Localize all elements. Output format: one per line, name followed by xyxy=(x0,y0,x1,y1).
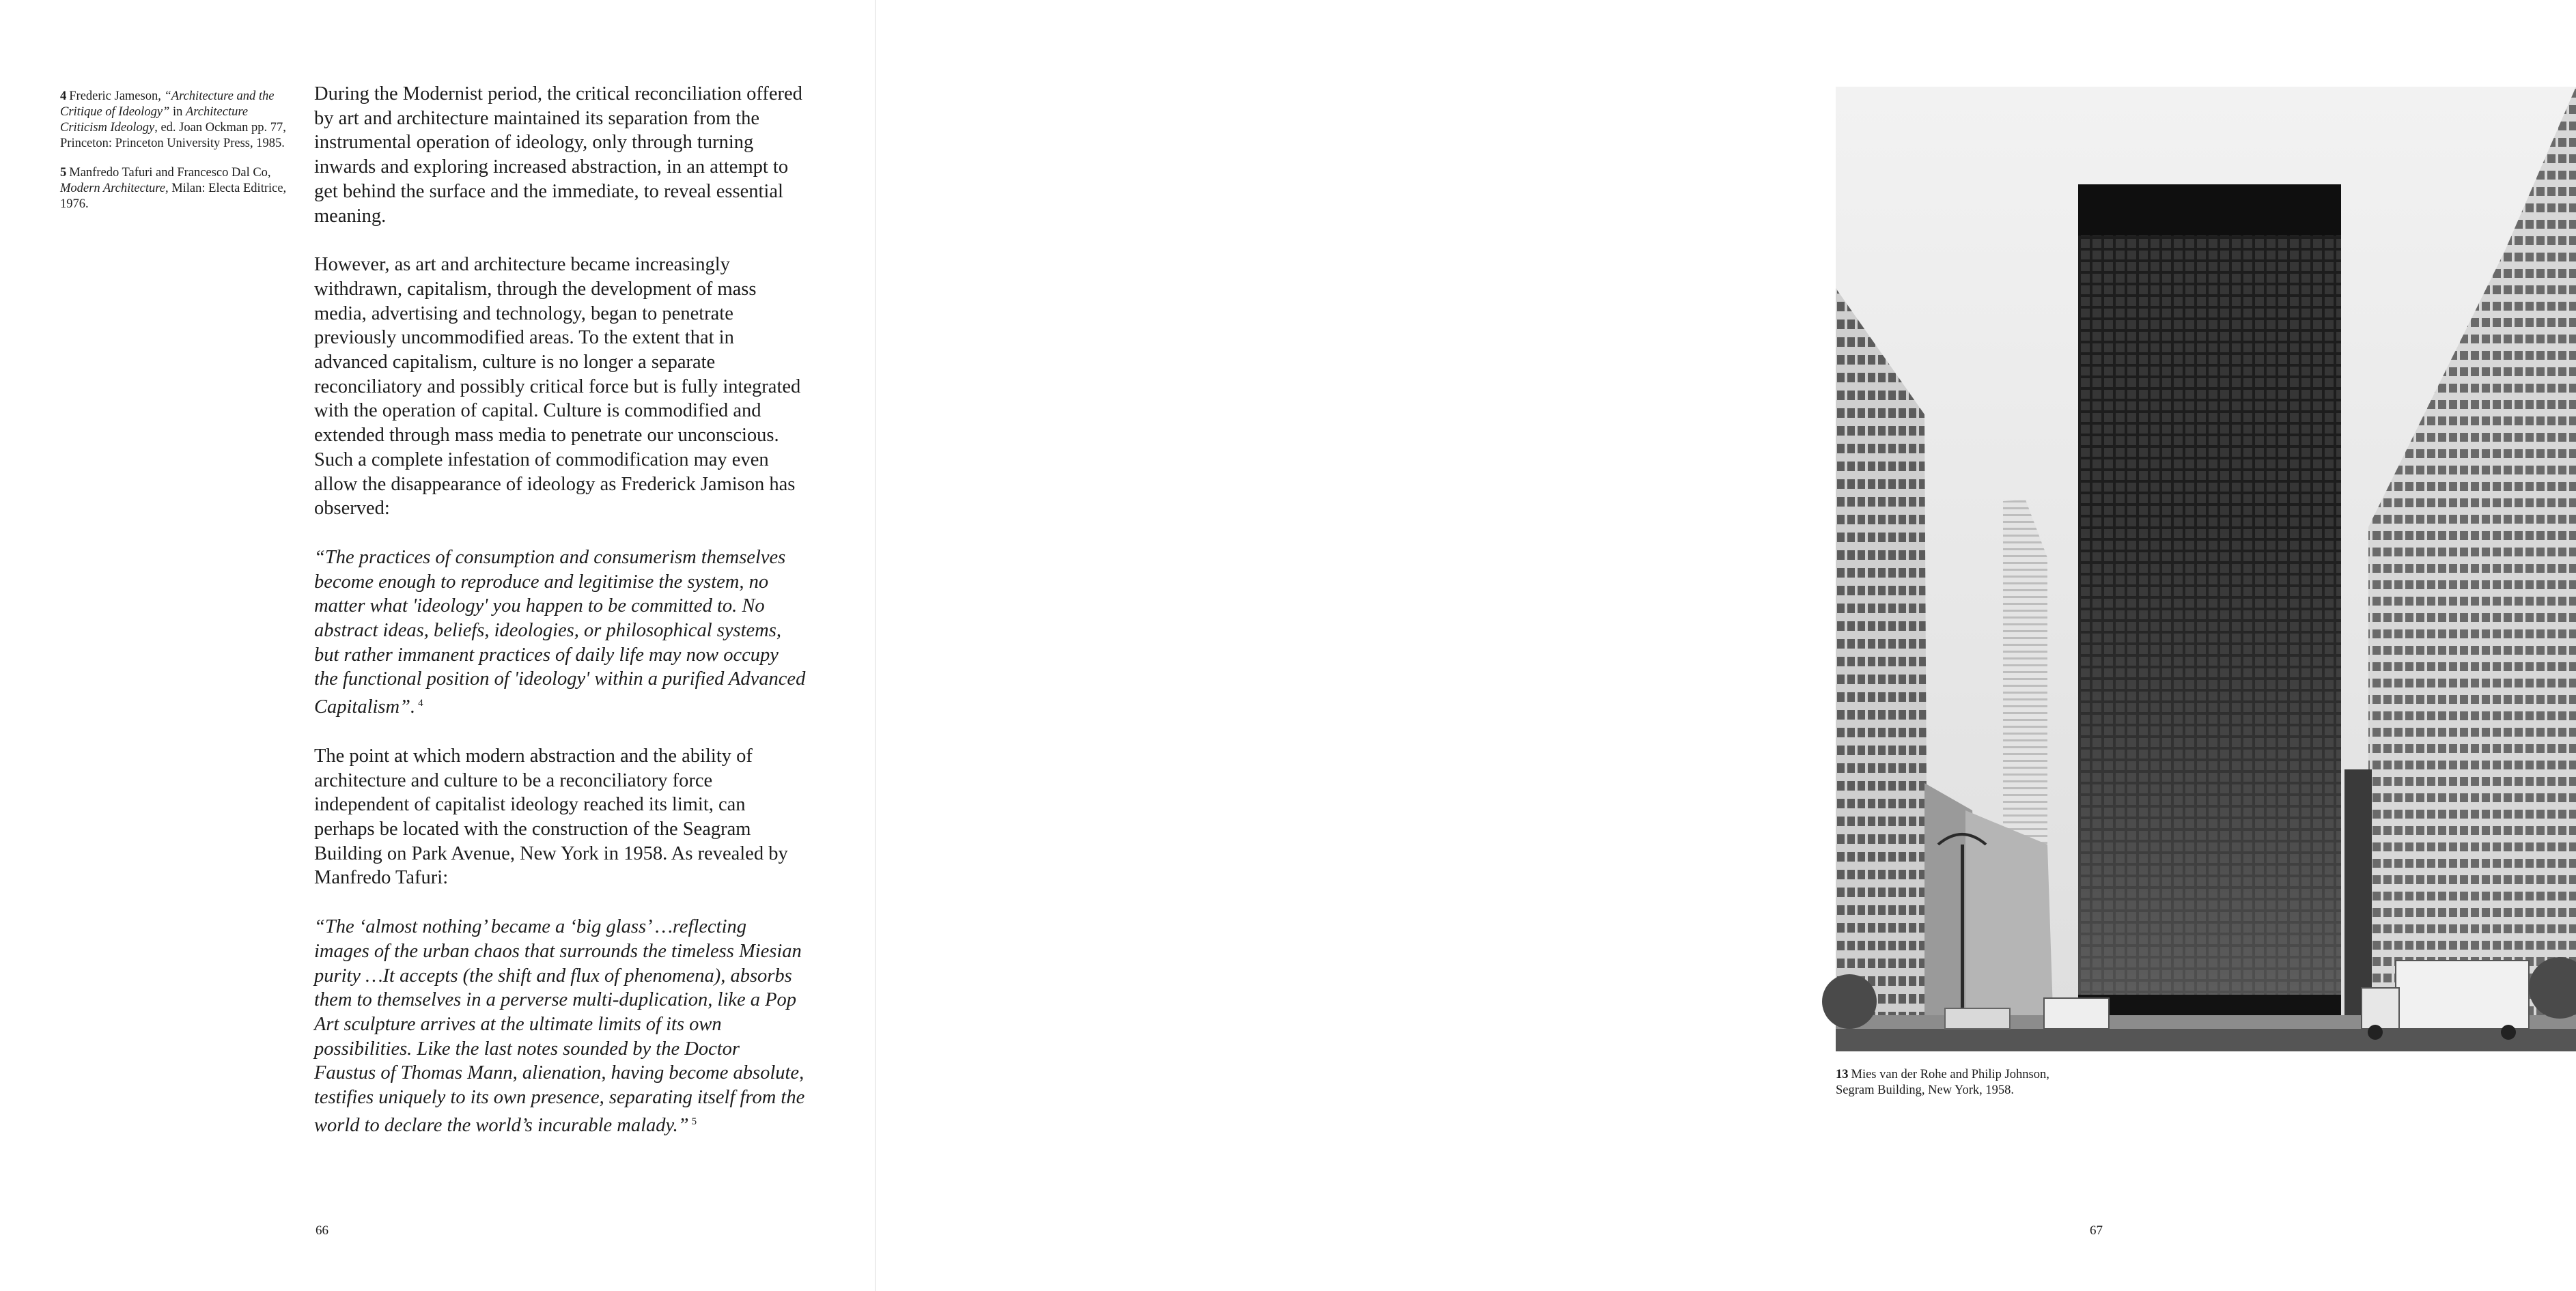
footnote-5 xyxy=(60,165,292,212)
left-page xyxy=(0,0,875,1291)
footnote-reference: 4 xyxy=(418,698,423,709)
right-page xyxy=(876,0,2103,1291)
quote-text: “The practices of consumption and consumerism themselves become enough to reproduce and legitimise the system, no matter what 'ideology' you happen to be committed to. No abstract ideas, beliefs, ideologies, or philosophical systems, but rather immanent practices of daily life may now occupy the functional position of 'ideology' within a purified Advanced Capitalism”. xyxy=(314,546,806,718)
seagram-building-photo xyxy=(1836,87,2576,1051)
page-number-left: 66 xyxy=(316,1223,328,1238)
footnote-book: Architecture Criticism Ideology xyxy=(60,105,249,134)
caption-number: 13 xyxy=(1836,1068,1849,1081)
paragraph-1: During the Modernist period, the critical reconciliation offered by art and architecture maintained its separation from the instrumental operation of ideology, only through turning inwards and exploring increased abstraction, in an attempt to get behind the surface and the immediate, to reveal essential meaning. xyxy=(314,83,802,227)
footnote-author: Manfredo Tafuri and Francesco Dal Co, xyxy=(69,166,271,180)
paragraph-2: However, as art and architecture became increasingly withdrawn, capitalism, through the development of mass media, advertising and technology, began to penetrate previously uncommodified areas. To the extent that in advanced capitalism, culture is no longer a separate reconciliatory and possibly critical force but is fully integrated with the operation of capital. Culture is commodified and extended through mass media to penetrate our unconscious. Such a complete infestation of commodification may even allow the disappearance of ideology as Frederick Jamison has observed: xyxy=(314,254,801,520)
figure-caption xyxy=(1836,1067,2082,1098)
footnote-4 xyxy=(60,89,292,152)
page-number-right: 67 xyxy=(2090,1223,2103,1238)
footnote-number: 4 xyxy=(60,89,67,103)
footnote-number: 5 xyxy=(60,166,67,180)
footnotes xyxy=(60,89,292,226)
footnote-author: Frederic Jameson, xyxy=(69,89,165,103)
footnote-connector: in xyxy=(169,105,186,119)
footnote-rest: , Milan: Electa Editrice, 1976. xyxy=(60,182,287,211)
caption-text: Mies van der Rohe and Philip Johnson, Segram Building, New York, 1958. xyxy=(1836,1068,2049,1097)
block-quote-jameson xyxy=(314,545,806,720)
photo-illustration xyxy=(1836,87,2576,1051)
block-quote-tafuri xyxy=(314,915,806,1137)
quote-text: “The ‘almost nothing’ became a ‘big glass’ …reflecting images of the urban chaos that surrounds the timeless Miesian purity …It accepts (the shift and flux of phenomena), absorbs them to themselves in a perverse multi-duplication, like a Pop Art sculpture arrives at the ultimate limits of its own possibilities. Like the last notes sounded by the Doctor Faustus of Thomas Mann, alienation, having become absolute, testifies uniquely to its own presence, separating itself from the world to declare the world’s incurable malady.” xyxy=(314,916,805,1136)
footnote-rest: , ed. Joan Ockman pp. 77, Princeton: Princeton University Press, 1985. xyxy=(60,121,286,150)
footnote-book: Modern Architecture xyxy=(60,182,165,195)
footnote-reference: 5 xyxy=(691,1116,697,1127)
paragraph-3: The point at which modern abstraction and the ability of architecture and culture to be a reconciliatory force independent of capitalist ideology reached its limit, can perhaps be located with the construction of the Seagram Building on Park Avenue, New York in 1958. As revealed by Manfredo Tafuri: xyxy=(314,745,788,889)
footnote-title: “Architecture and the Critique of Ideology” xyxy=(60,89,275,119)
body-text xyxy=(314,82,806,1162)
